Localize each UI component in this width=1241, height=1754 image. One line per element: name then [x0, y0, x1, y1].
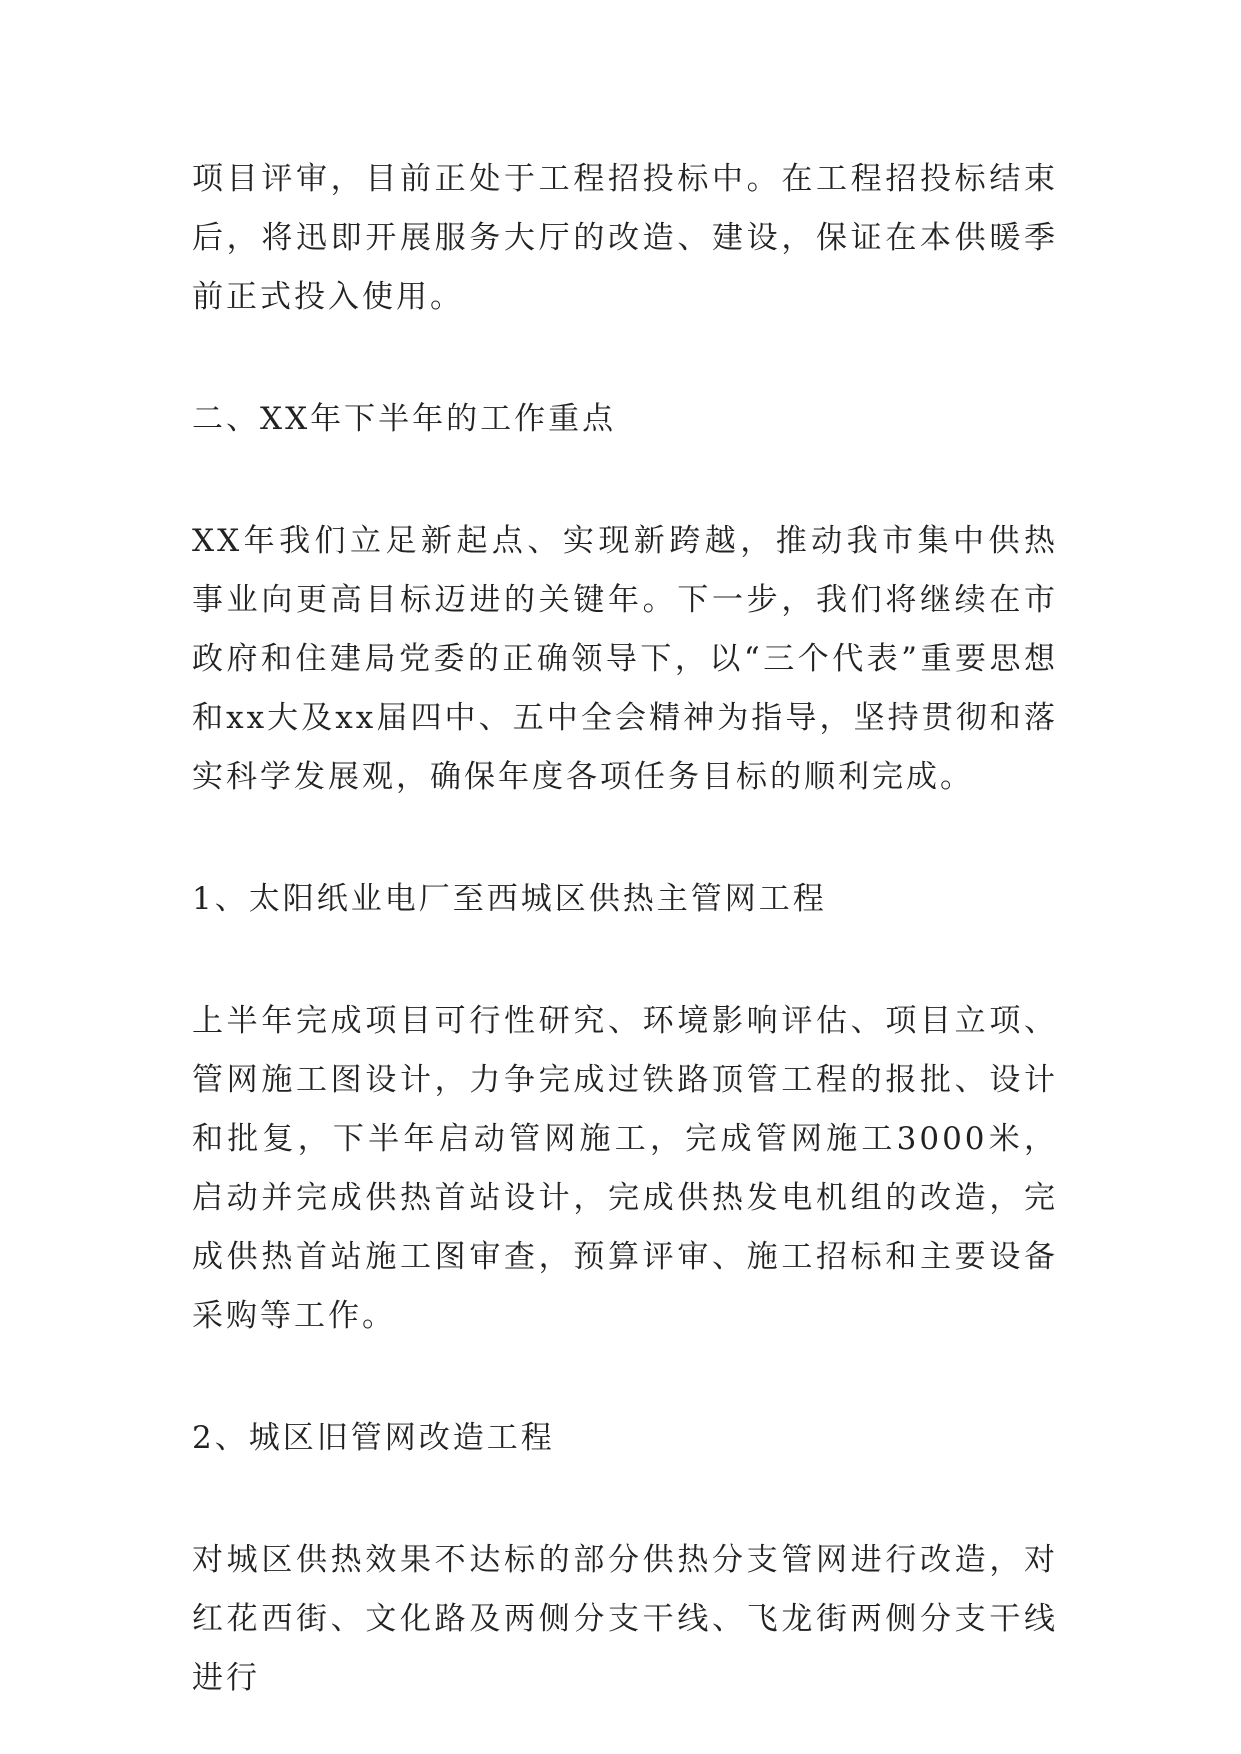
paragraph-gap: [192, 929, 1058, 992]
paragraph-main-pipeline: 上半年完成项目可行性研究、环境影响评估、项目立项、管网施工图设计，力争完成过铁路顶管工程的报批、设计和批复，下半年启动管网施工，完成管网施工3000米，启动并完成供热首站设计，完成供热发电机组的改造，完成供热首站施工图审查，预算评审、施工招标和主要设备采购等工作。: [192, 1003, 1058, 1334]
paragraph-old-pipe-renovation: 对城区供热效果不达标的部分供热分支管网进行改造，对红花西街、文化路及两侧分支干线、飞龙街两侧分支干线进行: [192, 1542, 1058, 1696]
paragraph-gap: [192, 1468, 1058, 1531]
paragraph-gap: [192, 449, 1058, 512]
paragraph-gap: [192, 327, 1058, 390]
paragraph-gap: [192, 1346, 1058, 1409]
section-heading-second-half-priorities: 二、XX年下半年的工作重点: [192, 401, 617, 437]
paragraph-gap: [192, 807, 1058, 870]
paragraph-overview: XX年我们立足新起点、实现新跨越，推动我市集中供热事业向更高目标迈进的关键年。下一步，我们将继续在市政府和住建局党委的正确领导下，以“三个代表”重要思想和xx大及xx届四中、五中全会精神为指导，坚持贯彻和落实科学发展观，确保年度各项任务目标的顺利完成。: [192, 523, 1058, 795]
item-heading-old-pipe-renovation: 2、城区旧管网改造工程: [192, 1420, 555, 1456]
item-heading-main-pipeline: 1、太阳纸业电厂至西城区供热主管网工程: [192, 881, 827, 917]
paragraph-intro-continuation: 项目评审，目前正处于工程招投标中。在工程招投标结束后，将迅即开展服务大厅的改造、建设，保证在本供暖季前正式投入使用。: [192, 161, 1058, 315]
document-body: [192, 150, 1058, 1708]
